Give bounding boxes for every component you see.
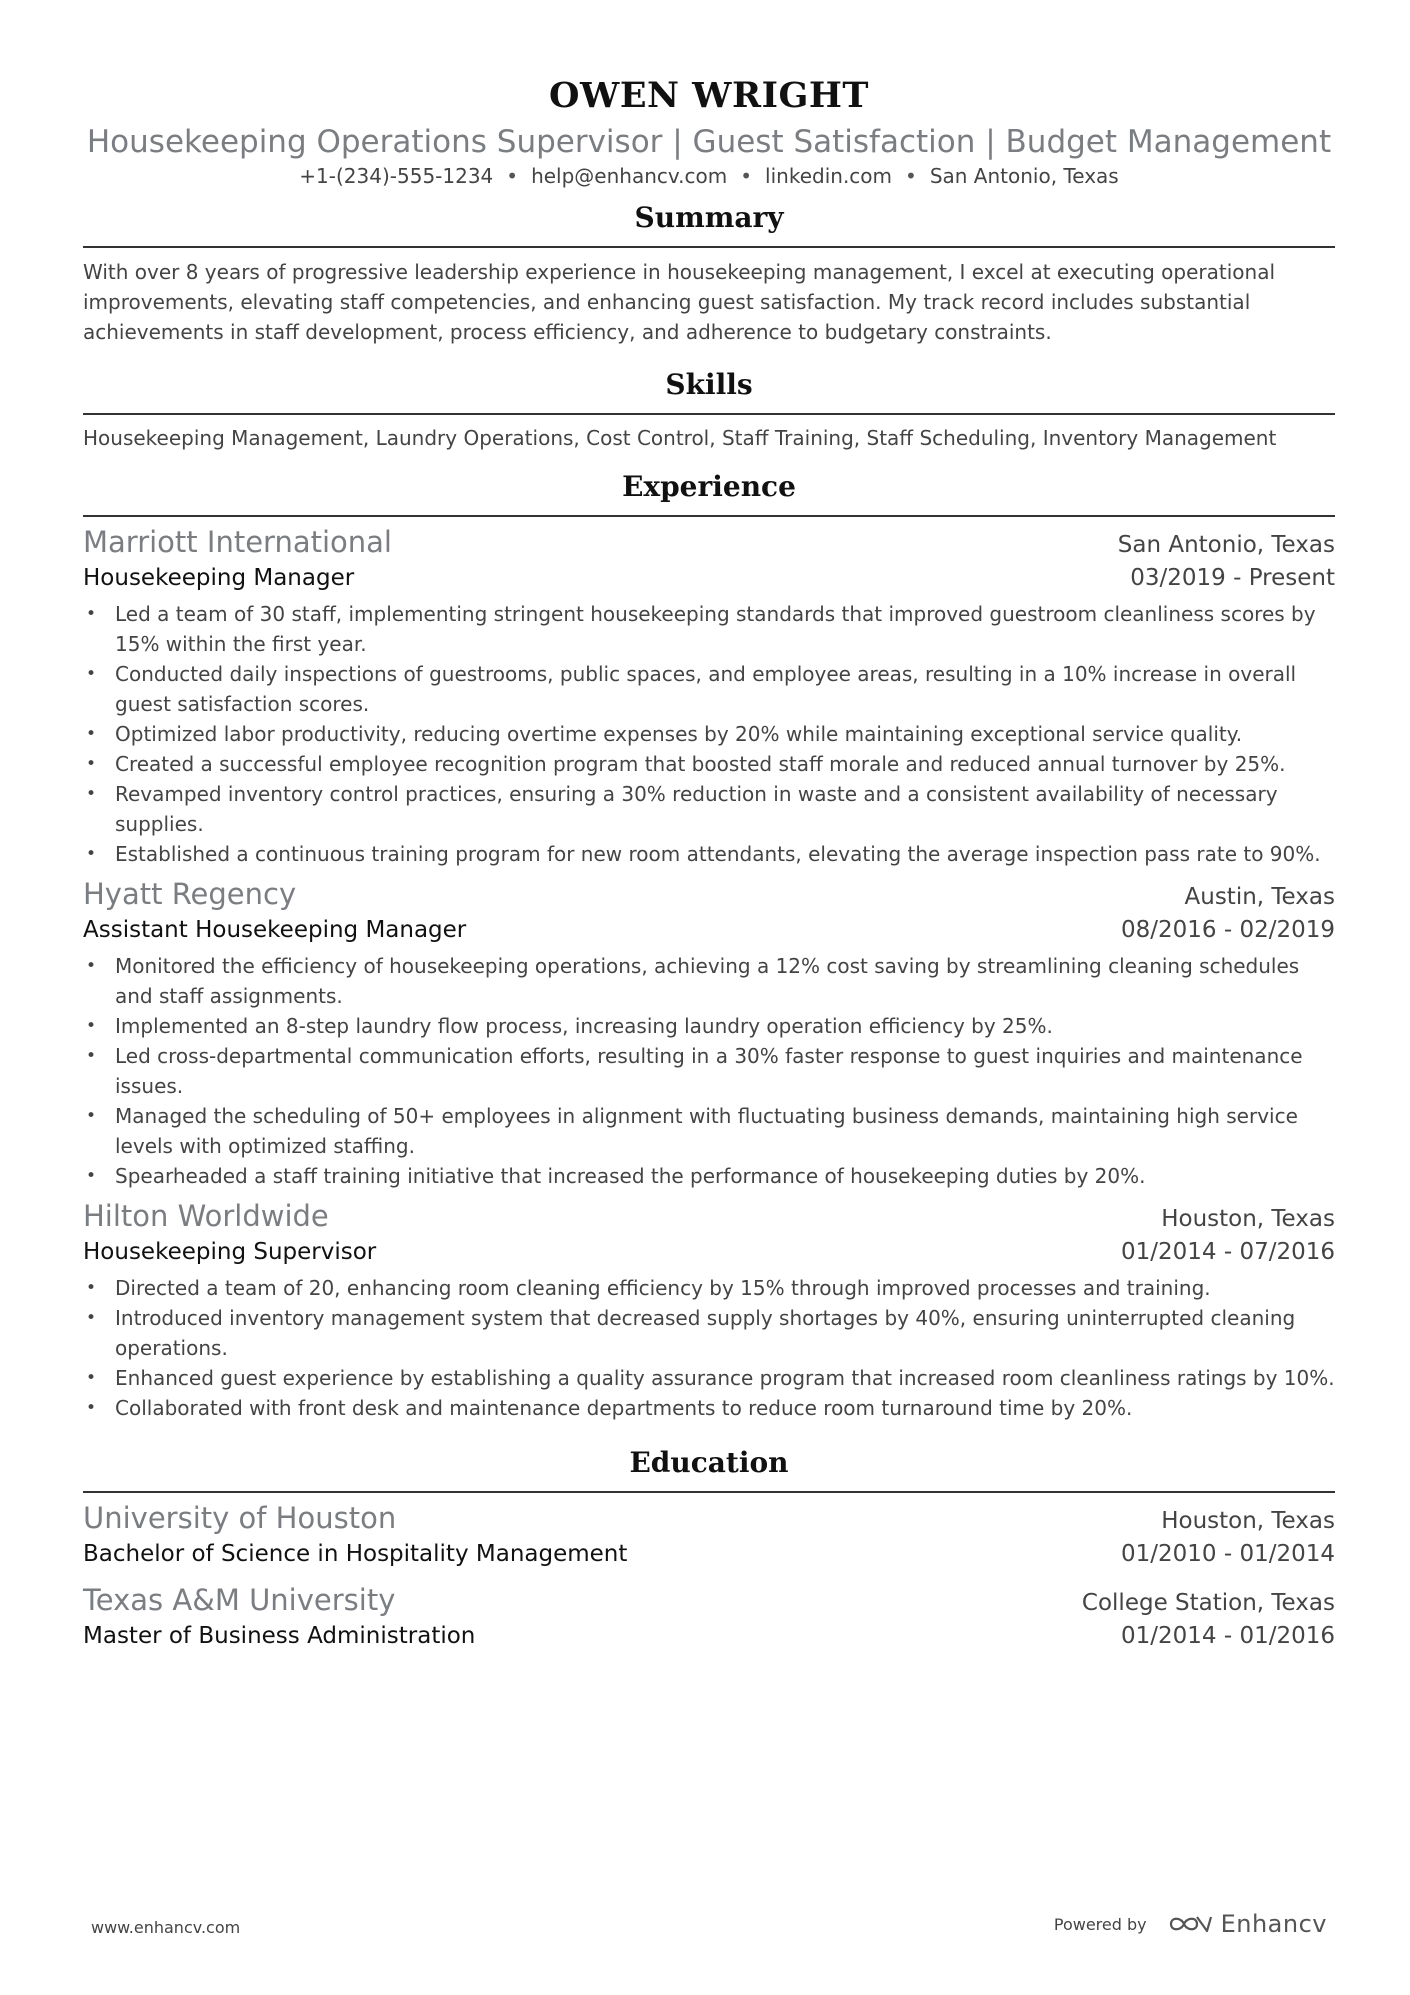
- job-role: Housekeeping Manager: [83, 565, 355, 591]
- job-entry: [83, 523, 1335, 869]
- job-bullet: • Created a successful employee recognition program that boosted staff morale and reduced annual turnover by 25%.: [83, 749, 1335, 779]
- candidate-headline: Housekeeping Operations Supervisor | Guest Satisfaction | Budget Management: [86, 124, 1332, 160]
- job-bullet: • Optimized labor productivity, reducing overtime expenses by 20% while maintaining exceptional service quality.: [83, 719, 1335, 749]
- job-bullet: • Collaborated with front desk and maintenance departments to reduce room turnaround time by 20%.: [83, 1393, 1335, 1423]
- job-company: Hilton Worldwide: [83, 1199, 329, 1233]
- job-dates: 01/2014 - 07/2016: [1120, 1239, 1335, 1265]
- resume-content: [83, 70, 1335, 1653]
- job-bullet: • Led cross-departmental communication efforts, resulting in a 30% faster response to guest inquiries and maintenance issues.: [83, 1041, 1335, 1101]
- brand-name: Enhancv: [1220, 1910, 1327, 1938]
- contact-email[interactable]: help@enhancv.com: [531, 164, 728, 188]
- powered-by-label: Powered by: [1053, 1914, 1147, 1934]
- education-title: Education: [83, 1445, 1335, 1493]
- job-bullets: [83, 599, 1335, 869]
- job-bullet: • Conducted daily inspections of guestrooms, public spaces, and employee areas, resulting in a 10% increase in overall guest satisfaction scores.: [83, 659, 1335, 719]
- summary-text: With over 8 years of progressive leadership experience in housekeeping management, I excel at executing operational improvements, elevating staff competencies, and enhancing guest satisfaction. My track record includes substantial achievements in staff development, process efficiency, and adherence to budgetary constraints.: [83, 260, 1276, 344]
- job-bullet: • Revamped inventory control practices, ensuring a 30% reduction in waste and a consistent availability of necessary supplies.: [83, 779, 1335, 839]
- job-company: Hyatt Regency: [83, 877, 297, 911]
- education-subheader: [83, 1537, 1335, 1571]
- job-location: Houston, Texas: [1161, 1206, 1335, 1232]
- job-bullet: • Enhanced guest experience by establishing a quality assurance program that increased room cleanliness ratings by 10%.: [83, 1363, 1335, 1393]
- brand-logo[interactable]: [1167, 1910, 1327, 1938]
- education-section: [83, 1445, 1335, 1653]
- skills-title: Skills: [83, 367, 1335, 415]
- job-bullet: • Introduced inventory management system that decreased supply shortages by 40%, ensuring uninterrupted cleaning operations.: [83, 1303, 1335, 1363]
- job-subheader: [83, 913, 1335, 947]
- job-bullets: [83, 1273, 1335, 1423]
- job-bullets: [83, 951, 1335, 1191]
- job-entry: [83, 875, 1335, 1191]
- education-header: [83, 1581, 1335, 1619]
- education-school: University of Houston: [83, 1501, 397, 1535]
- job-bullet: • Monitored the efficiency of housekeeping operations, achieving a 12% cost saving by streamlining cleaning schedules and staff assignments.: [83, 951, 1335, 1011]
- job-header: [83, 875, 1335, 913]
- education-degree: Bachelor of Science in Hospitality Management: [83, 1541, 628, 1567]
- job-role: Assistant Housekeeping Manager: [83, 917, 467, 943]
- job-bullet: • Spearheaded a staff training initiative that increased the performance of housekeeping duties by 20%.: [83, 1161, 1335, 1191]
- education-dates: 01/2014 - 01/2016: [1120, 1623, 1335, 1649]
- enhancv-logo-icon: [1167, 1912, 1213, 1936]
- contact-linkedin[interactable]: linkedin.com: [765, 164, 893, 188]
- job-company: Marriott International: [83, 525, 392, 559]
- summary-title: Summary: [83, 200, 1335, 248]
- job-role: Housekeeping Supervisor: [83, 1239, 377, 1265]
- job-subheader: [83, 561, 1335, 595]
- education-degree: Master of Business Administration: [83, 1623, 476, 1649]
- candidate-name: OWEN WRIGHT: [549, 75, 869, 116]
- job-header: [83, 523, 1335, 561]
- experience-section: [83, 469, 1335, 1423]
- job-bullet: • Implemented an 8-step laundry flow process, increasing laundry operation efficiency by 25%.: [83, 1011, 1335, 1041]
- education-header: [83, 1499, 1335, 1537]
- education-location: College Station, Texas: [1081, 1590, 1335, 1616]
- education-entry: [83, 1581, 1335, 1653]
- contact-separator: •: [740, 164, 753, 188]
- experience-title: Experience: [83, 469, 1335, 517]
- footer-branding: [1054, 1910, 1327, 1938]
- skills-section: [83, 367, 1335, 453]
- education-school: Texas A&M University: [83, 1583, 396, 1617]
- contact-separator: •: [905, 164, 917, 188]
- contact-phone[interactable]: +1-(234)-555-1234: [299, 164, 494, 188]
- education-entry: [83, 1499, 1335, 1571]
- job-bullet: • Established a continuous training program for new room attendants, elevating the average inspection pass rate to 90%.: [83, 839, 1335, 869]
- job-bullet: • Directed a team of 20, enhancing room cleaning efficiency by 15% through improved processes and training.: [83, 1273, 1335, 1303]
- contact-location: San Antonio, Texas: [929, 164, 1119, 188]
- contact-line: [83, 162, 1335, 190]
- job-location: Austin, Texas: [1184, 884, 1335, 910]
- contact-separator: •: [506, 164, 519, 188]
- summary-section: [83, 200, 1335, 347]
- skills-text: Housekeeping Management, Laundry Operations, Cost Control, Staff Training, Staff Scheduling, Inventory Management: [83, 426, 1277, 450]
- education-subheader: [83, 1619, 1335, 1653]
- education-dates: 01/2010 - 01/2014: [1120, 1541, 1335, 1567]
- job-location: San Antonio, Texas: [1117, 532, 1335, 558]
- job-bullet: • Managed the scheduling of 50+ employees in alignment with fluctuating business demands, maintaining high service levels with optimized staffing.: [83, 1101, 1335, 1161]
- job-dates: 03/2019 - Present: [1130, 565, 1335, 591]
- job-dates: 08/2016 - 02/2019: [1120, 917, 1335, 943]
- job-bullet: • Led a team of 30 staff, implementing stringent housekeeping standards that improved guestroom cleanliness scores by 15% within the first year.: [83, 599, 1335, 659]
- footer-website[interactable]: www.enhancv.com: [91, 1918, 241, 1937]
- job-header: [83, 1197, 1335, 1235]
- education-location: Houston, Texas: [1161, 1508, 1335, 1534]
- job-entry: [83, 1197, 1335, 1423]
- job-subheader: [83, 1235, 1335, 1269]
